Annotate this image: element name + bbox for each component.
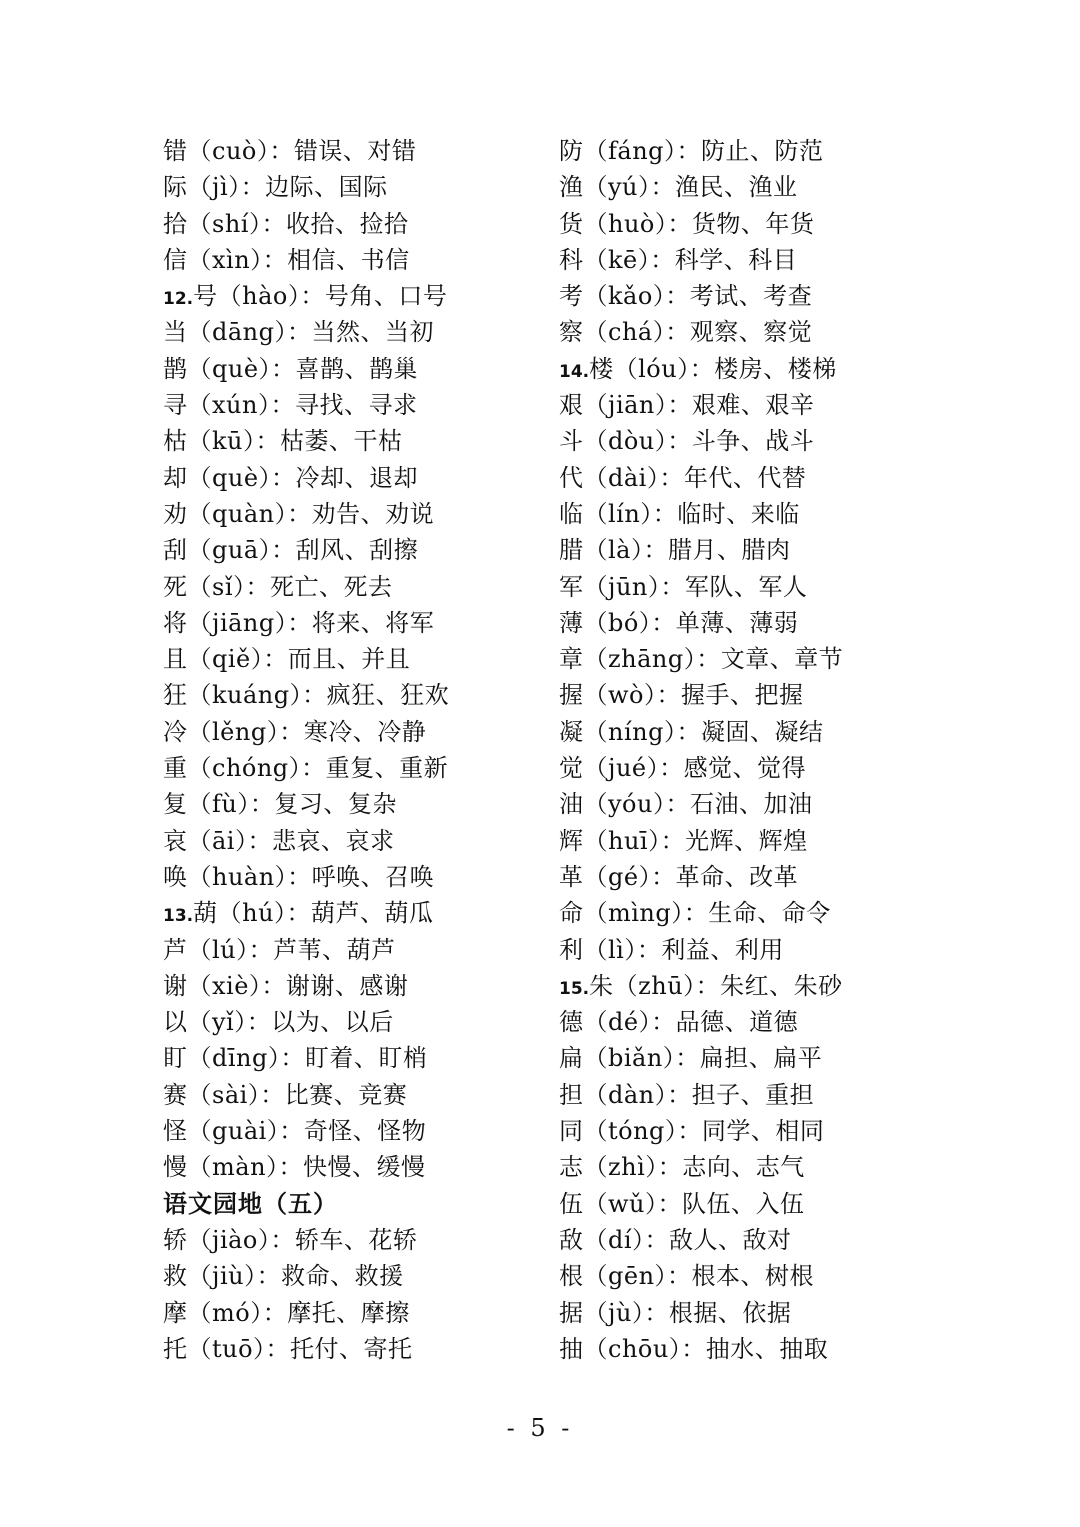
vocab-entry-text: 防（fáng）：防止、防范 [559,137,824,165]
vocab-entry [559,1186,959,1222]
vocab-entry [163,1331,563,1367]
vocab-entry-text: 军（jūn）：军队、军人 [559,572,808,601]
vocab-entry [559,1258,959,1294]
vocab-entry [559,1113,959,1149]
vocab-entry [163,278,563,314]
vocab-entry-text: 救（jiù）：救命、救援 [163,1262,404,1291]
vocab-entry [559,968,959,1004]
vocab-entry-text: 科（kē）：科学、科目 [559,245,798,274]
vocab-entry-text: 鹊（què）：喜鹊、鹊巢 [163,354,419,383]
vocab-entry [163,314,563,350]
vocab-entry-text: 复（fù）：复习、复杂 [163,790,397,819]
vocab-entry-text: 察（chá）：观察、察觉 [559,318,813,347]
section-heading-text: 语文园地（五） [163,1189,338,1218]
vocab-entry [163,859,563,895]
vocab-entry-text: 刮（guā）：刮风、刮擦 [163,536,419,565]
vocab-entry [163,387,563,423]
vocab-entry-text: 号（hào）：号角、口号 [193,282,448,311]
vocab-entry [559,423,959,459]
vocab-entry [559,859,959,895]
vocab-entry-text: 伍（wǔ）：队伍、入伍 [559,1189,805,1218]
vocab-entry-text: 章（zhāng）：文章、章节 [559,645,844,674]
vocab-entry-text: 死（sǐ）：死亡、死去 [163,572,393,601]
vocab-entry [163,169,563,205]
vocab-entry [163,1295,563,1331]
vocab-entry [163,932,563,968]
lesson-number: 12. [163,289,194,310]
vocab-entry [163,1040,563,1076]
vocab-entry-text: 慢（màn）：快慢、缓慢 [163,1153,426,1182]
vocab-entry [559,677,959,713]
vocab-entry-text: 薄（bó）：单薄、薄弱 [559,608,799,637]
vocab-entry-text: 担（dàn）：担子、重担 [559,1080,815,1109]
vocab-entry [559,641,959,677]
vocab-entry-text: 重（chóng）：重复、重新 [163,754,449,783]
vocab-entry-text: 德（dé）：品德、道德 [559,1008,799,1037]
vocab-entry-text: 轿（jiào）：轿车、花轿 [163,1225,418,1254]
vocab-entry [559,1004,959,1040]
vocab-entry [163,423,563,459]
vocab-entry [163,1258,563,1294]
vocab-entry-text: 艰（jiān）：艰难、艰辛 [559,391,815,420]
vocab-entry-text: 唤（huàn）：呼唤、召唤 [163,862,435,891]
vocabulary-column-right [559,133,959,1367]
lesson-number: 15. [559,978,590,999]
vocab-entry-text: 油（yóu）：石油、加油 [559,790,813,819]
vocab-entry-text: 盯（dīng）：盯着、盯梢 [163,1044,428,1073]
vocab-entry-text: 凝（níng）：凝固、凝结 [559,717,824,746]
vocab-entry [163,714,563,750]
vocab-entry-text: 志（zhì）：志向、志气 [559,1153,805,1182]
vocab-entry-text: 楼（lóu）：楼房、楼梯 [589,354,837,383]
vocab-entry-text: 抽（chōu）：抽水、抽取 [559,1334,829,1363]
vocab-entry-text: 同（tóng）：同学、相同 [559,1117,825,1146]
section-heading [163,1186,563,1222]
vocab-entry-text: 葫（hú）：葫芦、葫瓜 [193,899,434,928]
vocab-entry [559,750,959,786]
vocab-entry [559,460,959,496]
vocab-entry [559,532,959,568]
page-number: - 5 - [506,1414,574,1442]
vocab-entry [163,496,563,532]
vocab-entry-text: 觉（jué）：感觉、觉得 [559,754,807,783]
vocab-entry [559,895,959,931]
vocab-entry-text: 渔（yú）：渔民、渔业 [559,173,798,202]
vocab-entry-text: 却（què）：冷却、退却 [163,463,419,492]
vocab-entry [559,351,959,387]
vocabulary-column-left [163,133,563,1367]
vocab-entry [163,786,563,822]
vocab-entry-text: 际（jì）：边际、国际 [163,173,388,202]
vocab-entry [163,1004,563,1040]
vocab-entry-text: 寻（xún）：寻找、寻求 [163,391,418,420]
vocab-entry [559,1040,959,1076]
vocab-entry [559,1331,959,1367]
vocab-entry [163,206,563,242]
vocab-entry [559,496,959,532]
vocab-entry-text: 以（yǐ）：以为、以后 [163,1008,394,1037]
vocab-entry-text: 斗（dòu）：斗争、战斗 [559,427,815,456]
vocab-entry [559,569,959,605]
vocab-entry [163,1113,563,1149]
vocab-entry-text: 当（dāng）：当然、当初 [163,318,434,347]
vocab-entry [559,206,959,242]
vocab-entry-text: 临（lín）：临时、来临 [559,499,800,528]
vocab-entry-text: 将（jiāng）：将来、将军 [163,608,435,637]
vocab-entry-text: 考（kǎo）：考试、考查 [559,282,813,311]
vocab-entry-text: 握（wò）：握手、把握 [559,681,804,710]
vocab-entry [163,823,563,859]
vocab-entry [163,605,563,641]
vocab-entry-text: 据（jù）：根据、依据 [559,1298,792,1327]
vocab-entry-text: 敌（dí）：敌人、敌对 [559,1225,792,1254]
vocab-entry [559,314,959,350]
vocab-entry [559,823,959,859]
vocab-entry-text: 拾（shí）：收拾、捡拾 [163,209,409,238]
vocab-entry-text: 摩（mó）：摩托、摩擦 [163,1298,410,1327]
vocab-entry-text: 革（gé）：革命、改革 [559,862,799,891]
vocab-entry-text: 托（tuō）：托付、寄托 [163,1334,413,1363]
vocab-entry [163,460,563,496]
vocab-entry [559,278,959,314]
vocab-entry-text: 信（xìn）：相信、书信 [163,245,410,274]
vocab-entry [559,133,959,169]
vocab-entry-text: 哀（āi）：悲哀、哀求 [163,826,395,855]
vocab-entry-text: 劝（quàn）：劝告、劝说 [163,499,435,528]
vocab-entry-text: 命（mìng）：生命、命令 [559,899,831,928]
vocab-entry [163,532,563,568]
vocab-entry [163,1077,563,1113]
vocab-entry [559,242,959,278]
vocab-entry-text: 枯（kū）：枯萎、干枯 [163,427,403,456]
vocab-entry-text: 朱（zhū）：朱红、朱砂 [589,971,843,1000]
vocab-entry-text: 辉（huī）：光辉、辉煌 [559,826,808,855]
vocab-entry [163,968,563,1004]
vocab-entry-text: 根（gēn）：根本、树根 [559,1262,815,1291]
vocab-entry-text: 腊（là）：腊月、腊肉 [559,536,791,565]
vocab-entry-text: 谢（xiè）：谢谢、感谢 [163,971,409,1000]
vocab-entry [559,714,959,750]
vocab-entry [163,351,563,387]
vocab-entry-text: 错（cuò）：错误、对错 [163,137,417,165]
lesson-number: 13. [163,906,194,927]
vocab-entry [559,169,959,205]
vocab-entry [163,133,563,169]
vocab-entry [559,932,959,968]
vocab-entry-text: 赛（sài）：比赛、竞赛 [163,1080,408,1109]
vocab-entry-text: 货（huò）：货物、年货 [559,209,815,238]
vocab-entry [163,569,563,605]
vocab-entry [163,677,563,713]
vocab-entry-text: 冷（lěng）：寒冷、冷静 [163,717,427,746]
vocab-entry [163,895,563,931]
vocab-entry-text: 且（qiě）：而且、并且 [163,645,411,674]
vocab-entry [559,605,959,641]
vocab-entry [559,1077,959,1113]
vocab-entry [559,786,959,822]
vocab-entry-text: 狂（kuáng）：疯狂、狂欢 [163,681,450,710]
vocab-entry-text: 芦（lú）：芦苇、葫芦 [163,935,396,964]
vocab-entry [559,1149,959,1185]
vocab-entry [559,387,959,423]
vocab-entry [163,1149,563,1185]
vocab-entry [559,1295,959,1331]
vocab-entry-text: 扁（biǎn）：扁担、扁平 [559,1044,823,1073]
lesson-number: 14. [559,361,590,382]
vocab-entry [163,641,563,677]
vocab-entry-text: 利（lì）：利益、利用 [559,935,784,964]
vocab-entry [163,1222,563,1258]
vocab-entry-text: 代（dài）：年代、代替 [559,463,807,492]
vocab-entry [163,242,563,278]
vocab-entry [163,750,563,786]
vocab-entry-text: 怪（guài）：奇怪、怪物 [163,1117,427,1146]
vocab-entry [559,1222,959,1258]
